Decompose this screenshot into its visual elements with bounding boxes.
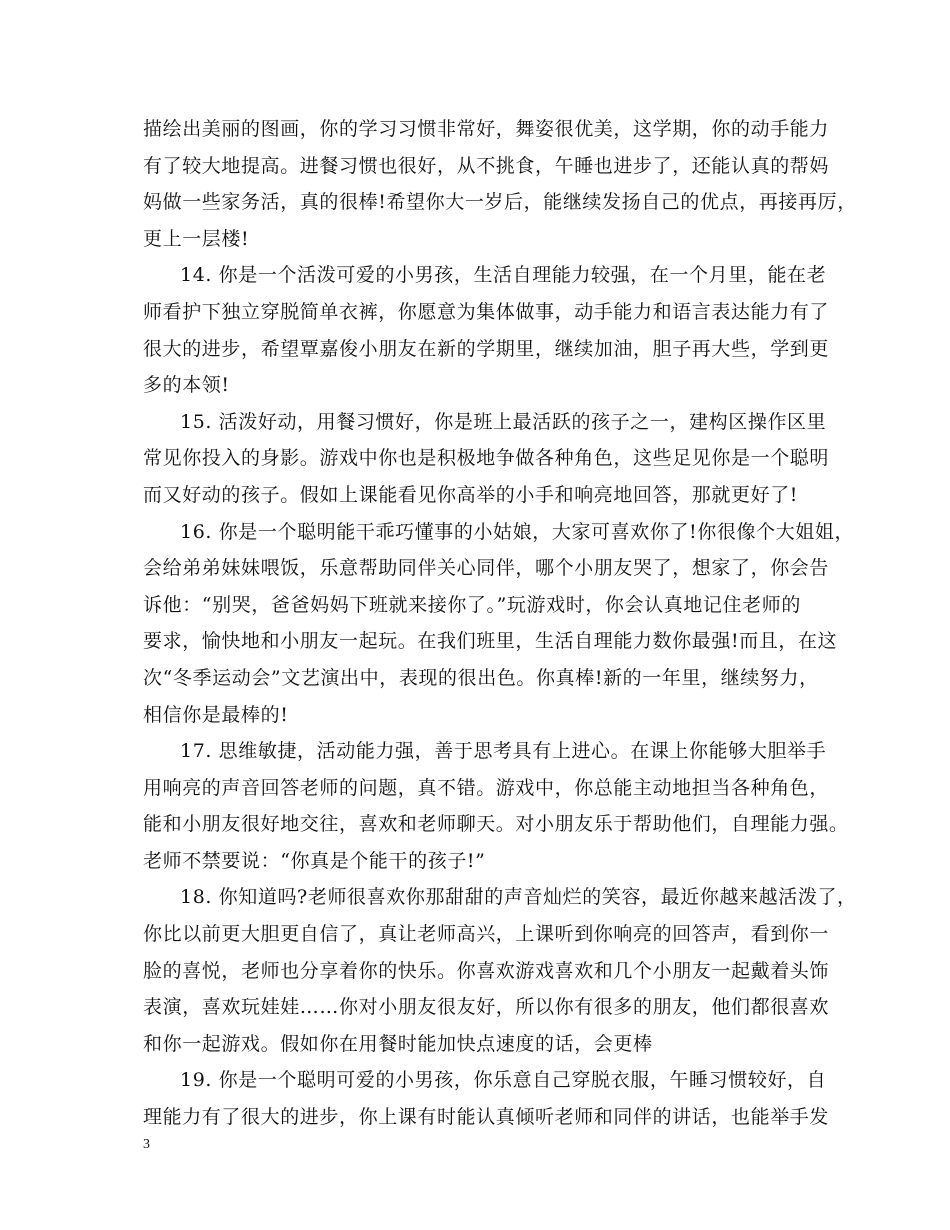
text-line: 老师不禁要说：“你真是个能干的孩子!” [143, 849, 486, 872]
text-line: 和你一起游戏。假如你在用餐时能加快点速度的话，会更棒 [143, 1032, 653, 1055]
text-line: 很大的进步，希望覃嘉俊小朋友在新的学期里，继续加油，胆子再大些，学到更 [143, 337, 830, 360]
paragraph [143, 1062, 830, 1135]
text-line: 17. 思维敏捷，活动能力强，善于思考具有上进心。在课上你能够大胆举手 [180, 740, 827, 763]
text-line: 诉他：“别哭，爸爸妈妈下班就来接你了。”玩游戏时，你会认真地记住老师的 [143, 593, 801, 616]
text-line: 理能力有了很大的进步，你上课有时能认真倾听老师和同伴的讲话，也能举手发 [143, 1106, 830, 1129]
text-line: 要求，愉快地和小朋友一起玩。在我们班里，生活自理能力数你最强!而且，在这 [143, 630, 838, 653]
body-text [143, 111, 857, 1136]
text-line: 14. 你是一个活泼可爱的小男孩，生活自理能力较强，在一个月里，能在老 [180, 264, 827, 287]
paragraph [143, 404, 830, 514]
paragraph [143, 514, 855, 734]
text-line: 师看护下独立穿脱简单衣裤，你愿意为集体做事，动手能力和语言表达能力有了 [143, 300, 830, 323]
text-line: 多的本领! [143, 374, 230, 397]
text-line: 次“冬季运动会”文艺演出中，表现的很出色。你真棒!新的一年里，继续努力， [143, 666, 819, 689]
text-line: 而又好动的孩子。假如上课能看见你高举的小手和响亮地回答，那就更好了! [143, 483, 799, 506]
text-line: 用响亮的声音回答老师的问题，真不错。游戏中，你总能主动地担当各种角色， [143, 776, 830, 799]
text-line: 18. 你知道吗?老师很喜欢你那甜甜的声音灿烂的笑容，最近你越来越活泼了， [180, 886, 857, 909]
text-line: 有了较大地提高。进餐习惯也很好，从不挑食，午睡也进步了，还能认真的帮妈 [143, 154, 830, 177]
text-line: 能和小朋友很好地交往，喜欢和老师聊天。对小朋友乐于帮助他们，自理能力强。 [143, 813, 849, 836]
paragraph [143, 257, 830, 403]
text-line: 常见你投入的身影。游戏中你也是积极地争做各种角色，这些足见你是一个聪明 [143, 447, 830, 470]
text-line: 16. 你是一个聪明能干乖巧懂事的小姑娘，大家可喜欢你了!你很像个大姐姐， [180, 520, 855, 543]
paragraph [143, 111, 857, 257]
text-line: 相信你是最棒的! [143, 703, 289, 726]
text-line: 你比以前更大胆更自信了，真让老师高兴，上课听到你响亮的回答声，看到你一 [143, 923, 830, 946]
text-line: 19. 你是一个聪明可爱的小男孩，你乐意自己穿脱衣服，午睡习惯较好，自 [180, 1069, 827, 1092]
page-number: 3 [143, 1137, 150, 1152]
text-line: 描绘出美丽的图画，你的学习习惯非常好，舞姿很优美，这学期，你的动手能力 [143, 118, 830, 140]
text-line: 表演，喜欢玩娃娃……你对小朋友很友好，所以你有很多的朋友，他们都很喜欢 [143, 996, 830, 1019]
paragraph [143, 733, 849, 879]
text-line: 妈做一些家务活，真的很棒!希望你大一岁后，能继续发扬自己的优点，再接再厉， [143, 191, 857, 214]
text-line: 更上一层楼! [143, 227, 250, 250]
text-line: 脸的喜悦，老师也分享着你的快乐。你喜欢游戏喜欢和几个小朋友一起戴着头饰 [143, 959, 830, 982]
paragraph [143, 879, 857, 1062]
text-line: 会给弟弟妹妹喂饭，乐意帮助同伴关心同伴，哪个小朋友哭了，想家了，你会告 [143, 557, 830, 580]
text-line: 15. 活泼好动，用餐习惯好，你是班上最活跃的孩子之一，建构区操作区里 [180, 410, 827, 433]
